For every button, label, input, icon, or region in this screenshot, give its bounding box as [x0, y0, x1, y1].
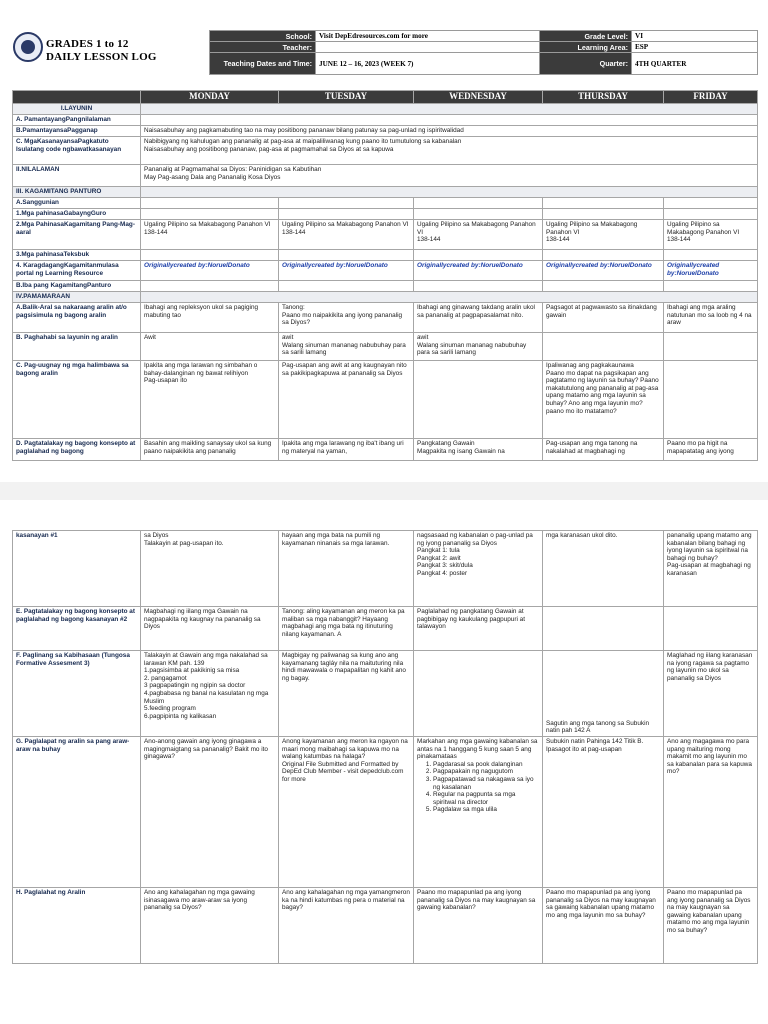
document-title: [46, 38, 157, 64]
kasanayan-1-fri: pananalig upang matamo ang kabanalan bilang bahagi ng iyong layunin sa ispiritwal na bahagi ng buhay? Pag-usapan at magbahagi ng karanasan: [664, 531, 758, 607]
paglinang-mon-list: 1.pagsisimba at pakikinig sa misa 2. pangagamot 3 pagpapatingin ng ngipin sa doctor 4.pagbabasa ng banal na kasulatan ng mga Muslim 5.feeding program 6.pagpipinta ng kalikasan: [144, 667, 269, 720]
kasanayan-1-thu: mga karanasan ukol dito.: [543, 531, 664, 607]
paglalapat-thu: Subukin natin Pahinga 142 Titik B. Ipasagot ito at pag-usapan: [543, 737, 664, 888]
kagamitan-thu: Ugaling Pilipino sa Makabagong Panahon VI 138-144: [543, 220, 664, 250]
teksbuk-fri: [664, 250, 758, 261]
row-label-iba-pang-kagamitan: B.Iba pang KagamitangPanturo: [13, 281, 141, 292]
paglalahat-thu: Paano mo mapapunlad pa ang iyong pananalig sa Diyos na may kaugnayan sa gawaing kabanalan upang matamo mo ang mga layunin mo sa buhay?: [543, 888, 664, 964]
iba-thu: [543, 281, 664, 292]
pag-uugnay-fri: [664, 361, 758, 439]
lesson-log-page-1: [0, 0, 768, 482]
gabay-fri: [664, 209, 758, 220]
paglalahat-fri: Paano mo mapapunlad pa ang iyong pananalig sa Diyos na may kaugnayan sa gawaing kabanalan upang matamo mo ang mga layunin mo sa buhay?: [664, 888, 758, 964]
row-label-paghahabi: B. Paghahabi sa layunin ng aralin: [13, 333, 141, 361]
row-label-pagtatalakay: D. Pagtatalakay ng bagong konsepto at paglalahad ng bagong: [13, 439, 141, 461]
row-label-pamantayang-pangnilalaman: A. PamantayangPangnilalaman: [13, 115, 141, 126]
kasanayan-2-tue: Tanong: aling kayamanan ang meron ka pa maliban sa mga nabanggit? Hayaang magbahagi ang mga bata ng itinuturing nilang kayamanan. A: [279, 607, 414, 651]
gabay-thu: [543, 209, 664, 220]
iba-fri: [664, 281, 758, 292]
pag-uugnay-tue: Pag-usapan ang awit at ang kaugnayan nito sa pakikipagkapuwa at pananalig sa Diyos: [279, 361, 414, 439]
paglalahat-tue: Ano ang kahalagahan ng mga yamangmeron ka na hindi katumbas ng pera o material na bagay?: [279, 888, 414, 964]
row-label-teksbuk: 3.Mga pahinasaTeksbuk: [13, 250, 141, 261]
title-line-1: GRADES 1 to 12: [46, 38, 129, 50]
pamamaraan-section-fill: [141, 292, 758, 303]
paglalapat-tue: Anong kayamanan ang meron ka ngayon na maari mong maibahagi sa kapuwa mo na walang katumbas na halaga? Original File Submitted and Formatted by DepEd Club Member - visit depedclub.com for more: [279, 737, 414, 888]
pamantayan-sa-pagganap-cell: Naisasabuhay ang pagkamabuting tao na may positibong pananaw bilang patunay sa pag-unlad ng ispiritwalidad: [141, 126, 758, 137]
paglalapat-mon: Ano-anong gawain ang iyong ginagawa a magingmaigtang sa pananalig? Bakit mo ito ginagawa?: [141, 737, 279, 888]
row-label-sanggunian: A.Sanggunian: [13, 198, 141, 209]
paglalapat-fri: Ano ang magagawa mo para upang maituring mong makamit mo ang layunin mo sa kabanalan para sa kapuwa mo?: [664, 737, 758, 888]
kagamitan-tue: Ugaling Pilipino sa Makabagong Panahon VI 138-144: [279, 220, 414, 250]
gabay-wed: [414, 209, 543, 220]
sanggunian-mon: [141, 198, 279, 209]
pag-uugnay-wed: [414, 361, 543, 439]
learning-resource-mon: Originallycreated by:NoruelDonato: [141, 261, 279, 281]
day-header-wednesday: WEDNESDAY: [414, 91, 543, 104]
row-label-kagamitang-pang-mag-aaral: 2.Mga PahinasaKagamitang Pang-Mag-aaral: [13, 220, 141, 250]
iba-wed: [414, 281, 543, 292]
paglalahat-wed: Paano mo mapapunlad pa ang iyong pananalig sa Diyos na may kaugnayan sa gawaing kabanalan?: [414, 888, 543, 964]
paglinang-mon-intro: Talakayin at Gawain ang mga nakalahad sa larawan KM pah. 139: [144, 652, 268, 667]
kabanalan-item: 2. Pagpapakain ng nagugutom: [433, 768, 539, 776]
kagamitan-fri: Ugaling Pilipino sa Makabagong Panahon VI 138-144: [664, 220, 758, 250]
row-label-balik-aral: A.Balik-Aral sa nakaraang aralin at/o pagsisimula ng bagong aralin: [13, 303, 141, 333]
quarter-label: Quarter:: [540, 53, 632, 75]
kagamitang-panturo-section: III. KAGAMITANG PANTURO: [13, 187, 141, 198]
sanggunian-fri: [664, 198, 758, 209]
deped-seal-icon: [13, 32, 43, 62]
learning-resource-tue: Originallycreated by:NoruelDonato: [279, 261, 414, 281]
pagtatalakay-tue: Ipakita ang mga larawang ng iba't ibang uri ng materyal na yaman,: [279, 439, 414, 461]
sanggunian-wed: [414, 198, 543, 209]
kasanayan-1-wed: nagsasaad ng kabanalan o pag-unlad pa ng iyong pananalig sa Diyos Pangkat 1: tula Pangkat 2: awit Pangkat 3: skit/dula Pangkat 4: poster: [414, 531, 543, 607]
corner-header: [13, 91, 141, 104]
pagtatalakay-wed: Pangkatang Gawain Magpakita ng isang Gawain na: [414, 439, 543, 461]
lesson-table-page-2: [12, 530, 758, 964]
day-header-tuesday: TUESDAY: [279, 91, 414, 104]
gabay-mon: [141, 209, 279, 220]
teacher-label: Teacher:: [210, 42, 316, 53]
gabay-tue: [279, 209, 414, 220]
page-break: [0, 482, 768, 500]
balik-aral-wed: Ibahagi ang ginawang takdang aralin ukol sa pananalig at pagpapasalamat nito.: [414, 303, 543, 333]
kasanayan-1-tue: hayaan ang mga bata na pumili ng kayamanan ninanais sa mga larawan.: [279, 531, 414, 607]
day-header-thursday: THURSDAY: [543, 91, 664, 104]
kagamitang-panturo-section-fill: [141, 187, 758, 198]
row-label-paglalapat: G. Paglalapat ng aralin sa pang araw-araw na buhay: [13, 737, 141, 888]
row-label-pag-uugnay: C. Pag-uugnay ng mga halimbawa sa bagong aralin: [13, 361, 141, 439]
paglinang-tue: Magbigay ng paliwanag sa kung ano ang kayamanang tagláy nila na maituturing nila hindi mawawala o mapapalitan ng kahit ano ng bagay.: [279, 651, 414, 737]
pamantayang-pangnilalaman-cell: [141, 115, 758, 126]
balik-aral-tue: Tanong: Paano mo naipakikita ang iyong pananalig sa Diyos?: [279, 303, 414, 333]
header-left-table: [209, 30, 540, 75]
day-header-friday: FRIDAY: [664, 91, 758, 104]
row-label-pamantayan-sa-pagganap: B.PamantayansaPagganap: [13, 126, 141, 137]
row-label-learning-resource: 4. KaragdagangKagamitanmulasa portal ng Learning Resource: [13, 261, 141, 281]
kasanayan-2-mon: Magbahagi ng iilang mga Gawain na nagpapakita ng kaugnay na pananalig sa Diyos: [141, 607, 279, 651]
paglalapat-wed-intro: Markahan ang mga gawaing kabanalan sa antas na 1 hanggang 5 kung saan 5 ang pinakamataas: [417, 738, 538, 761]
pag-uugnay-thu: Ipaliwanag ang pagkakaunawa Paano mo dapat na pagsikapan ang pagtatamo ng layunin sa buhay? Paano makatutulong ang pananalig at pag-asa upang matamo ang mga layunin sa buhay? Ano ang mga layunin mo? paano mo ito matatamo?: [543, 361, 664, 439]
teksbuk-wed: [414, 250, 543, 261]
balik-aral-fri: Ibahagi ang mga araling natutunan mo sa loob ng 4 na araw: [664, 303, 758, 333]
layunin-section-fill: [141, 104, 758, 115]
kabanalan-item: 5. Pagdalaw sa mga ulila: [433, 806, 539, 814]
balik-aral-mon: Ibahagi ang repleksyon ukol sa pagiging mabuting tao: [141, 303, 279, 333]
kabanalan-item: 3. Pagpapatawad sa nakagawa sa iyo ng kasalanan: [433, 776, 539, 791]
school-label: School:: [210, 31, 316, 42]
learning-resource-wed: Originallycreated by:NoruelDonato: [414, 261, 543, 281]
sanggunian-tue: [279, 198, 414, 209]
paghahabi-wed: awit Walang sinuman mananag nabubuhay para sa sarili lamang: [414, 333, 543, 361]
teksbuk-tue: [279, 250, 414, 261]
paghahabi-thu: [543, 333, 664, 361]
kabanalan-list: [433, 761, 539, 814]
grade-level-value: VI: [632, 31, 758, 42]
kagamitan-mon: Ugaling Pilipino sa Makabagong Panahon VI 138-144: [141, 220, 279, 250]
kasanayan-2-fri: [664, 607, 758, 651]
school-value: Visit DepEdresources.com for more: [316, 31, 540, 42]
iba-tue: [279, 281, 414, 292]
pagtatalakay-fri: Paano mo pa higit na mapapatatag ang iyong: [664, 439, 758, 461]
grade-level-label: Grade Level:: [540, 31, 632, 42]
paghahabi-tue: awit Walang sinuman mananag nabubuhay para sa sarili lamang: [279, 333, 414, 361]
pag-uugnay-mon: Ipakita ang mga larawan ng simbahan o bahay-dalanginan ng bawat relihiyon Pag-usapan ito: [141, 361, 279, 439]
day-header-monday: MONDAY: [141, 91, 279, 104]
row-label-nilalaman: II.NILALAMAN: [13, 165, 141, 187]
iba-mon: [141, 281, 279, 292]
paglinang-thu: Sagutin ang mga tanong sa Subukin natin pah 142 A: [543, 651, 664, 737]
kabanalan-item: 4. Regular na pagpunta sa mga spiritwal na director: [433, 791, 539, 806]
paglalahat-mon: Ano ang kahalagahan ng mga gawaing isinasagawa mo araw-araw sa iyong pananalig sa Diyos?: [141, 888, 279, 964]
pamamaraan-section: IV.PAMAMARAAN: [13, 292, 141, 303]
balik-aral-thu: Pagsagot at pagwawasto sa itinakdang gawain: [543, 303, 664, 333]
quarter-value: 4TH QUARTER: [632, 53, 758, 75]
kagamitan-wed: Ugaling Pilipino sa Makabagong Panahon VI 138-144: [414, 220, 543, 250]
paglalapat-wed: [414, 737, 543, 888]
header-right-table: [539, 30, 758, 75]
row-label-paglalahat: H. Paglalahat ng Aralin: [13, 888, 141, 964]
learning-area-value: ESP: [632, 42, 758, 53]
pagtatalakay-thu: Pag-usapan ang mga tanong na nakalahad at magbahagi ng: [543, 439, 664, 461]
paglinang-mon: [141, 651, 279, 737]
kasanayan-1-mon: sa Diyos Talakayin at pag-usapan ito.: [141, 531, 279, 607]
row-label-kasanayan-sa-pagkatuto: C. MgaKasanayansaPagkatuto Isulatang code ngbawatkasanayan: [13, 137, 141, 165]
teacher-value: [316, 42, 540, 53]
teksbuk-thu: [543, 250, 664, 261]
dates-label: Teaching Dates and Time:: [210, 53, 316, 75]
lesson-table-page-1: [12, 90, 758, 461]
learning-area-label: Learning Area:: [540, 42, 632, 53]
pagtatalakay-mon: Basahin ang maikling sanaysay ukol sa kung paano naipakikita ang pananalig: [141, 439, 279, 461]
learning-resource-thu: Originallycreated by:NoruelDonato: [543, 261, 664, 281]
learning-resource-fri: Originallycreated by:NoruelDonato: [664, 261, 758, 281]
kasanayan-2-wed: Paglalahad ng pangkatang Gawain at pagbibigay ng kaukulang pagpupuri at talawayon: [414, 607, 543, 651]
row-label-paglinang: F. Paglinang sa Kabihasaan (Tungosa Formative Assesment 3): [13, 651, 141, 737]
layunin-section: I.LAYUNIN: [13, 104, 141, 115]
row-label-kasanayan-2: E. Pagtatalakay ng bagong konsepto at paglalahad ng bagong kasanayan #2: [13, 607, 141, 651]
nilalaman-cell: Pananalig at Pagmamahal sa Diyos: Paninidigan sa Kabutihan May Pag-asang Dala ang Pananalig Kosa Diyos: [141, 165, 758, 187]
kasanayan-2-thu: [543, 607, 664, 651]
paglinang-fri: Maglahad ng iilang karanasan na iyong ragawa sa pagtamo ng layunin mo ukol sa pananalig sa Diyos: [664, 651, 758, 737]
teksbuk-mon: [141, 250, 279, 261]
kabanalan-item: 1. Pagdarasal sa pook dalanginan: [433, 761, 539, 769]
paglinang-wed: [414, 651, 543, 737]
sanggunian-thu: [543, 198, 664, 209]
paghahabi-fri: [664, 333, 758, 361]
row-label-kasanayan-1: kasanayan #1: [13, 531, 141, 607]
lesson-log-page-2: [0, 500, 768, 1024]
title-line-2: DAILY LESSON LOG: [46, 51, 157, 63]
row-label-gabay-ng-guro: 1.Mga pahinasaGabayngGuro: [13, 209, 141, 220]
dates-value: JUNE 12 – 16, 2023 (WEEK 7): [316, 53, 540, 75]
kasanayan-sa-pagkatuto-cell: Nabibigyang ng kahulugan ang pananalig at pag-asa at maipaliliwanag kung paano ito tumutulong sa kabanalan Naisasabuhay ang positibong pananaw, pag-asa at pagmamahal sa Diyos at sa kapuwa: [141, 137, 758, 165]
paghahabi-mon: Awit: [141, 333, 279, 361]
